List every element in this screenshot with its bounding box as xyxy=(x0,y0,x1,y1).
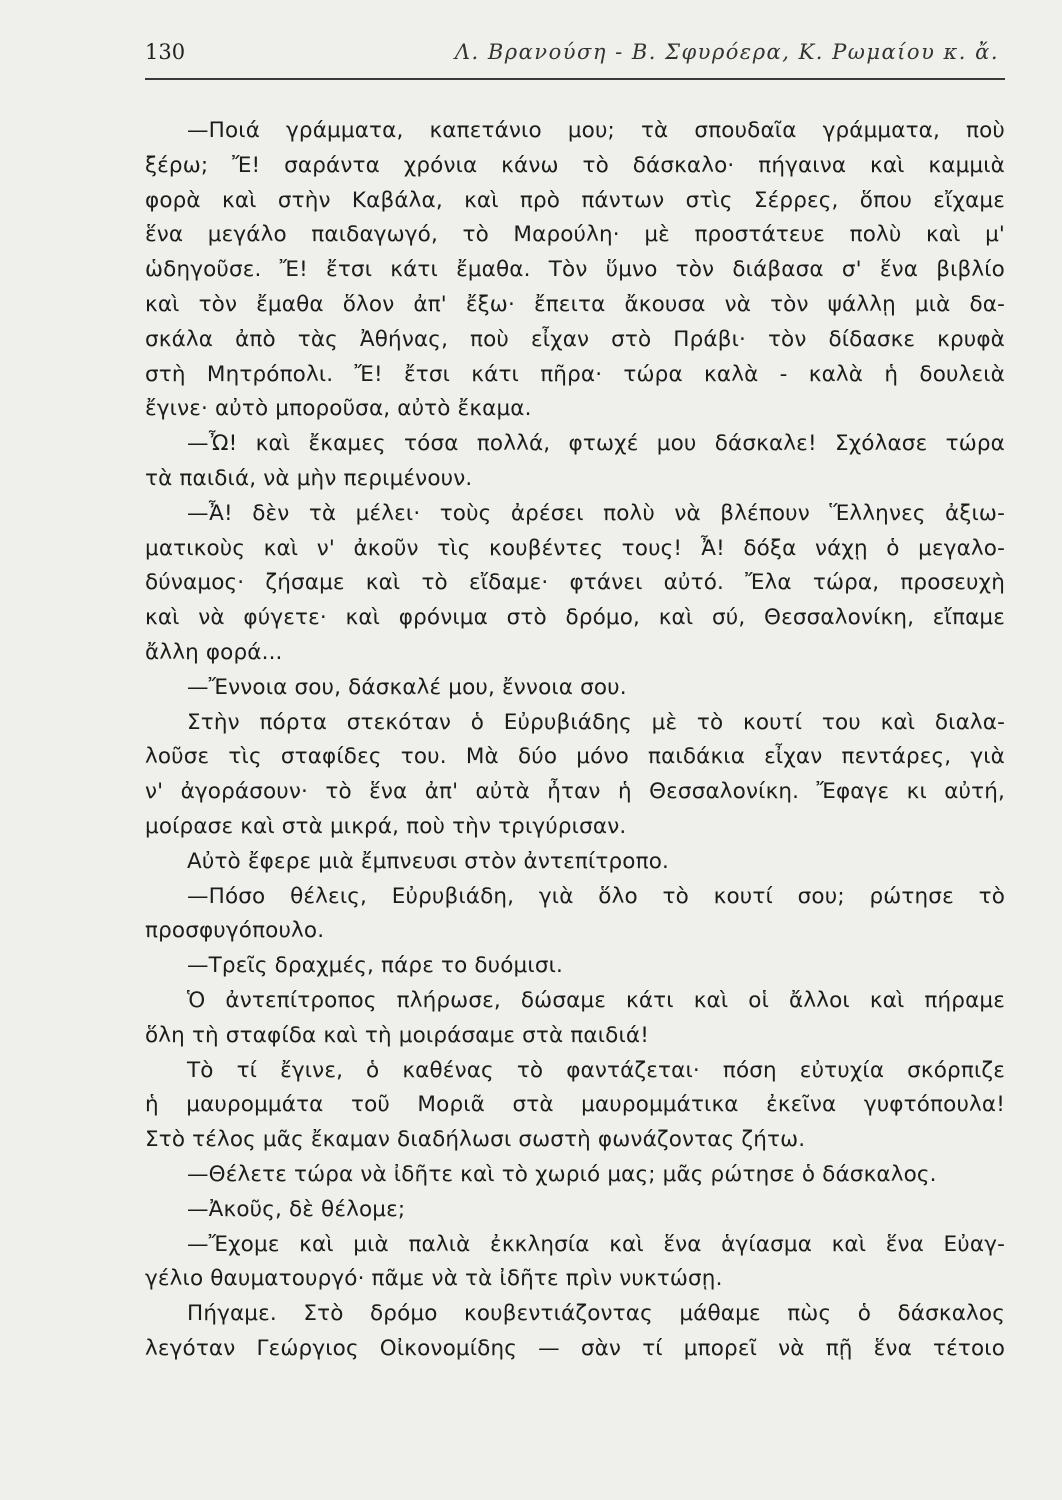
text-line: καὶ νὰ φύγετε· καὶ φρόνιμα στὸ δρόμο, καὶ σύ, Θεσσαλονίκη, εἴπαμε xyxy=(145,605,1005,631)
text-line: καὶ τὸν ἔμαθα ὅλον ἀπ' ἔξω· ἔπειτα ἄκουσα νὰ τὸν ψάλλῃ μιὰ δα- xyxy=(145,291,1005,317)
text-line: —Ἔχομε καὶ μιὰ παλιὰ ἐκκλησία καὶ ἕνα ἁγίασμα καὶ ἕνα Εὐαγ- xyxy=(187,1231,1005,1257)
text-line: μοίρασε καὶ στὰ μικρά, ποὺ τὴν τριγύρισαν. xyxy=(145,813,627,839)
text-line: ὡδηγοῦσε. Ἔ! ἔτσι κάτι ἔμαθα. Τὸν ὕμνο τὸν διάβασα σ' ἕνα βιβλίο xyxy=(145,257,1005,283)
text-line: ξέρω; Ἔ! σαράντα χρόνια κάνω τὸ δάσκαλο· πήγαινα καὶ καμμιὰ xyxy=(145,152,1005,178)
text-line: τὰ παιδιά, νὰ μὴν περιμένουν. xyxy=(145,465,473,491)
text-line: ὅλη τὴ σταφίδα καὶ τὴ μοιράσαμε στὰ παιδιά! xyxy=(145,1022,649,1048)
text-line: Στὸ τέλος μᾶς ἔκαμαν διαδήλωσι σωστὴ φωνάζοντας ζήτω. xyxy=(145,1127,806,1153)
text-line: —Ἔννοια σου, δάσκαλέ μου, ἔννοια σου. xyxy=(187,674,627,700)
text-line: —Ὦ! καὶ ἔκαμες τόσα πολλά, φτωχέ μου δάσκαλε! Σχόλασε τώρα xyxy=(187,431,1005,457)
text-line: ἕνα μεγάλο παιδαγωγό, τὸ Μαρούλη· μὲ προστάτευε πολὺ καὶ μ' xyxy=(145,222,1005,248)
text-line: —Ἀκοῦς, δὲ θέλομε; xyxy=(187,1196,406,1222)
text-line: ματικοὺς καὶ ν' ἀκοῦν τὶς κουβέντες τους! Ἆ! δόξα νάχῃ ὁ μεγαλο- xyxy=(145,535,1005,561)
text-line: προσφυγόπουλο. xyxy=(145,918,325,944)
text-line: Πήγαμε. Στὸ δρόμο κουβεντιάζοντας μάθαμε πὼς ὁ δάσκαλος xyxy=(187,1301,1005,1327)
text-line: ἄλλη φορά... xyxy=(145,639,283,665)
page-number: 130 xyxy=(145,40,186,64)
text-line: —Τρεῖς δραχμές, πάρε το δυόμισι. xyxy=(187,953,564,979)
text-line: Στὴν πόρτα στεκόταν ὁ Εὐρυβιάδης μὲ τὸ κουτί του καὶ διαλα- xyxy=(187,709,1005,735)
text-line: σκάλα ἀπὸ τὰς Ἀθήνας, ποὺ εἶχαν στὸ Πράβι· τὸν δίδασκε κρυφὰ xyxy=(145,326,1005,352)
text-line: —Πόσο θέλεις, Εὐρυβιάδη, γιὰ ὅλο τὸ κουτί σου; ρώτησε τὸ xyxy=(187,883,1005,909)
text-line: γέλιο θαυματουργό· πᾶμε νὰ τὰ ἰδῆτε πρὶν νυκτώσῃ. xyxy=(145,1266,723,1292)
text-line: λοῦσε τὶς σταφίδες του. Μὰ δύο μόνο παιδάκια εἶχαν πεντάρες, γιὰ xyxy=(145,744,1005,770)
body-text xyxy=(145,114,1005,1367)
text-line: φορὰ καὶ στὴν Καβάλα, καὶ πρὸ πάντων στὶς Σέρρες, ὅπου εἴχαμε xyxy=(145,187,1005,213)
text-line: Αὐτὸ ἔφερε μιὰ ἔμπνευσι στὸν ἀντεπίτροπο. xyxy=(187,848,669,874)
text-line: —Θέλετε τώρα νὰ ἰδῆτε καὶ τὸ χωριό μας; μᾶς ρώτησε ὁ δάσκαλος. xyxy=(187,1161,937,1187)
text-line: ν' ἀγοράσουν· τὸ ἕνα ἀπ' αὐτὰ ἦταν ἡ Θεσσαλονίκη. Ἔφαγε κι αὐτή, xyxy=(145,779,1005,805)
text-line: δύναμος· ζήσαμε καὶ τὸ εἴδαμε· φτάνει αὐτό. Ἔλα τώρα, προσευχὴ xyxy=(145,570,1005,596)
text-line: λεγόταν Γεώργιος Οἰκονομίδης — σὰν τί μπορεῖ νὰ πῇ ἕνα τέτοιο xyxy=(145,1335,1005,1361)
text-line: Ὁ ἀντεπίτροπος πλήρωσε, δώσαμε κάτι καὶ οἱ ἄλλοι καὶ πήραμε xyxy=(187,987,1005,1013)
text-line: ἡ μαυρομμάτα τοῦ Μοριᾶ στὰ μαυρομμάτικα ἐκεῖνα γυφτόπουλα! xyxy=(145,1092,1005,1118)
text-line: —Ποιά γράμματα, καπετάνιο μου; τὰ σπουδαῖα γράμματα, ποὺ xyxy=(187,118,1005,143)
page-header xyxy=(145,38,1005,80)
text-line: Τὸ τί ἔγινε, ὁ καθένας τὸ φαντάζεται· πόση εὐτυχία σκόρπιζε xyxy=(187,1057,1005,1083)
running-title: Λ. Βρανούση - Β. Σφυρόερα, Κ. Ρωμαίου κ. ἄ. xyxy=(454,40,999,64)
text-line: στὴ Μητρόπολι. Ἔ! ἔτσι κάτι πῆρα· τώρα καλὰ - καλὰ ἡ δουλειὰ xyxy=(145,361,1005,387)
text-line: ἔγινε· αὐτὸ μποροῦσα, αὐτὸ ἔκαμα. xyxy=(145,396,532,422)
text-line: —Ἆ! δὲν τὰ μέλει· τοὺς ἀρέσει πολὺ νὰ βλέπουν Ἕλληνες ἀξιω- xyxy=(187,500,1005,526)
